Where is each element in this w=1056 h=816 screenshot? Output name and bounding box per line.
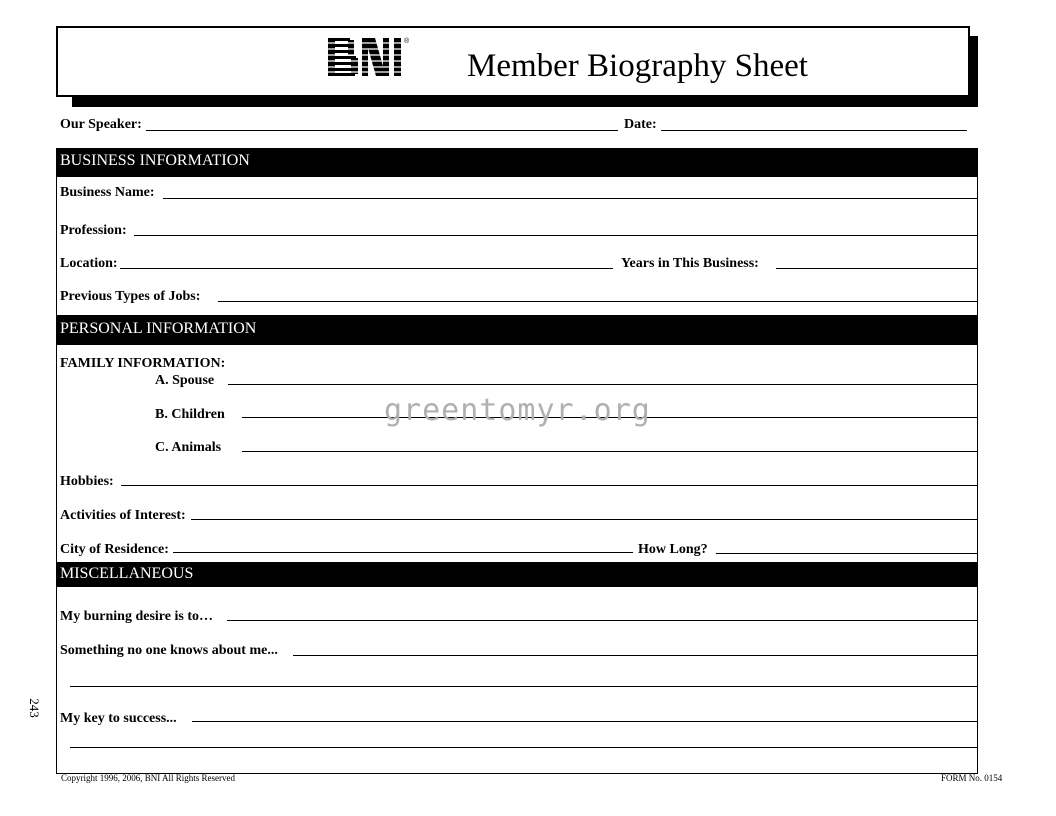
section-personal: PERSONAL INFORMATION: [56, 315, 978, 345]
hobbies-field[interactable]: [121, 485, 978, 486]
profession-label: Profession:: [60, 223, 127, 238]
key-success-label: My key to success...: [60, 711, 177, 726]
business-name-label: Business Name:: [60, 185, 155, 200]
page-number: 243: [26, 698, 42, 718]
animals-field[interactable]: [242, 451, 978, 452]
profession-field[interactable]: [134, 235, 978, 236]
key-success-field-line-2[interactable]: [70, 747, 978, 748]
location-label: Location:: [60, 256, 118, 271]
burning-desire-field[interactable]: [227, 620, 978, 621]
section-misc: MISCELLANEOUS: [56, 562, 978, 587]
previous-jobs-label: Previous Types of Jobs:: [60, 289, 201, 304]
activities-label: Activities of Interest:: [60, 508, 186, 523]
city-field[interactable]: [173, 552, 633, 553]
speaker-label: Our Speaker:: [60, 117, 142, 132]
form-frame: [56, 148, 978, 774]
watermark-text: greentomyr.org: [384, 393, 651, 428]
activities-field[interactable]: [191, 519, 978, 520]
registered-mark: ®: [404, 38, 410, 45]
years-label: Years in This Business:: [621, 256, 759, 271]
page-title: Member Biography Sheet: [467, 48, 808, 84]
how-long-field[interactable]: [716, 553, 978, 554]
bni-logo: [328, 34, 414, 85]
spouse-field[interactable]: [228, 384, 978, 385]
date-field[interactable]: [661, 130, 967, 131]
family-label: FAMILY INFORMATION:: [60, 356, 226, 371]
form-number: FORM No. 0154: [941, 773, 1003, 783]
years-field[interactable]: [776, 268, 978, 269]
something-field[interactable]: [293, 655, 978, 656]
animals-label: C. Animals: [155, 440, 222, 455]
location-field[interactable]: [120, 268, 613, 269]
previous-jobs-field[interactable]: [218, 301, 978, 302]
children-label: B. Children: [155, 407, 225, 422]
how-long-label: How Long?: [638, 542, 708, 557]
speaker-field[interactable]: [146, 130, 618, 131]
business-name-field[interactable]: [163, 198, 978, 199]
burning-desire-label: My burning desire is to…: [60, 609, 213, 624]
date-label: Date:: [624, 117, 657, 132]
city-label: City of Residence:: [60, 542, 169, 557]
something-label: Something no one knows about me...: [60, 643, 278, 658]
something-field-line-2[interactable]: [70, 686, 978, 687]
copyright-text: Copyright 1996, 2006, BNI All Rights Reserved: [61, 773, 235, 783]
hobbies-label: Hobbies:: [60, 474, 114, 489]
section-business: BUSINESS INFORMATION: [56, 148, 978, 177]
spouse-label: A. Spouse: [155, 373, 215, 388]
key-success-field[interactable]: [192, 721, 978, 722]
header-box: [56, 26, 970, 97]
